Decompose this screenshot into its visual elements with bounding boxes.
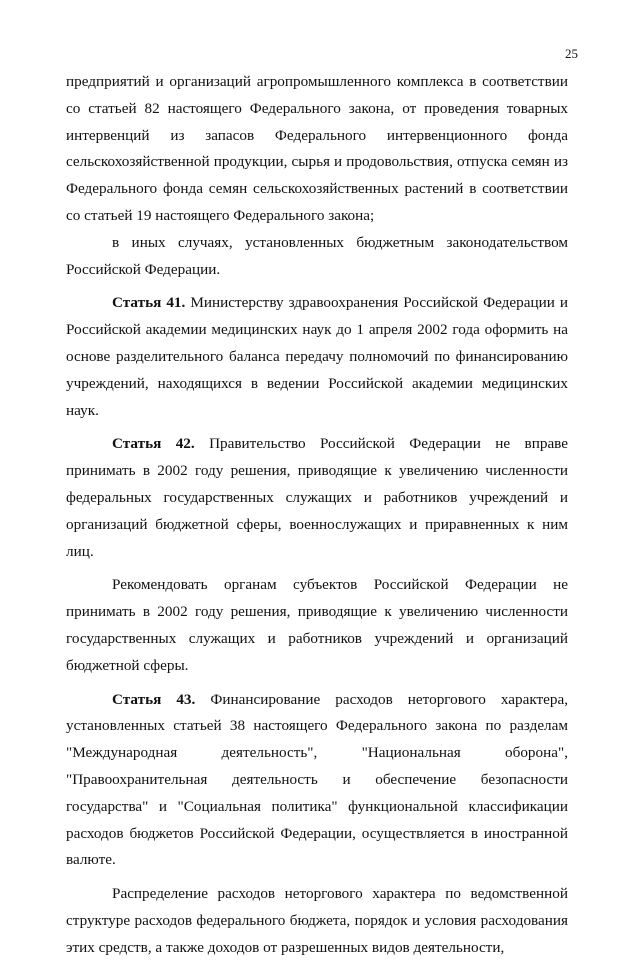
article-text: Министерству здравоохранения Российской Федерации и Российской академии медицинских наук до 1 апреля 2002 года оформить на основе разделительного баланса передачу полномочий по финансированию учреждений, находящихся в ведении Российской академии медицинских наук.	[66, 294, 569, 419]
paragraph-recommendation	[66, 572, 568, 679]
article-43	[66, 687, 568, 875]
article-text: Финансирование расходов неторгового характера, установленных статьей 38 настоящего Федерального закона по разделам "Международная деятельность", "Национальная оборона", "Правоохранительная деятельность и обеспечение безопасности государства" и "Социальная политика" функциональной классификации расходов бюджетов Российской Федерации, осуществляется в иностранной валюте.	[66, 690, 569, 869]
paragraph-distribution	[66, 881, 568, 961]
article-title: Статья 42.	[112, 435, 195, 453]
paragraph-other-cases	[66, 230, 568, 284]
document-body	[66, 69, 568, 962]
paragraph-text: Распределение расходов неторгового характера по ведомственной структуре расходов федерального бюджета, порядок и условия расходования этих средств, а также доходов от разрешенных видов деятельности,	[66, 885, 568, 956]
article-text: Правительство Российской Федерации не вправе принимать в 2002 году решения, приводящие к увеличению численности федеральных государственных служащих и работников учреждений и организаций бюджетной сферы, военнослужащих и приравненных к ним лиц.	[66, 435, 569, 560]
article-42	[66, 431, 568, 565]
page-number: 25	[565, 46, 578, 61]
article-41	[66, 290, 568, 424]
article-title: Статья 41.	[112, 294, 186, 312]
article-title: Статья 43.	[112, 690, 196, 708]
paragraph-text: предприятий и организаций агропромышленного комплекса в соответствии со статьей 82 настоящего Федерального закона, от проведения товарных интервенций из запасов Федерального интервенционного фонда сельскохозяйственной продукции, сырья и продовольствия, отпуска семян из Федерального фонда семян сельскохозяйственных растений в соответствии со статьей 19 настоящего Федерального закона;	[66, 73, 568, 224]
paragraph-continuation	[66, 69, 568, 230]
paragraph-text: в иных случаях, установленных бюджетным законодательством Российской Федерации.	[66, 233, 568, 278]
paragraph-text: Рекомендовать органам субъектов Российской Федерации не принимать в 2002 году решения, приводящие к увеличению численности государственных служащих и работников учреждений и организаций бюджетной сферы.	[66, 576, 568, 674]
